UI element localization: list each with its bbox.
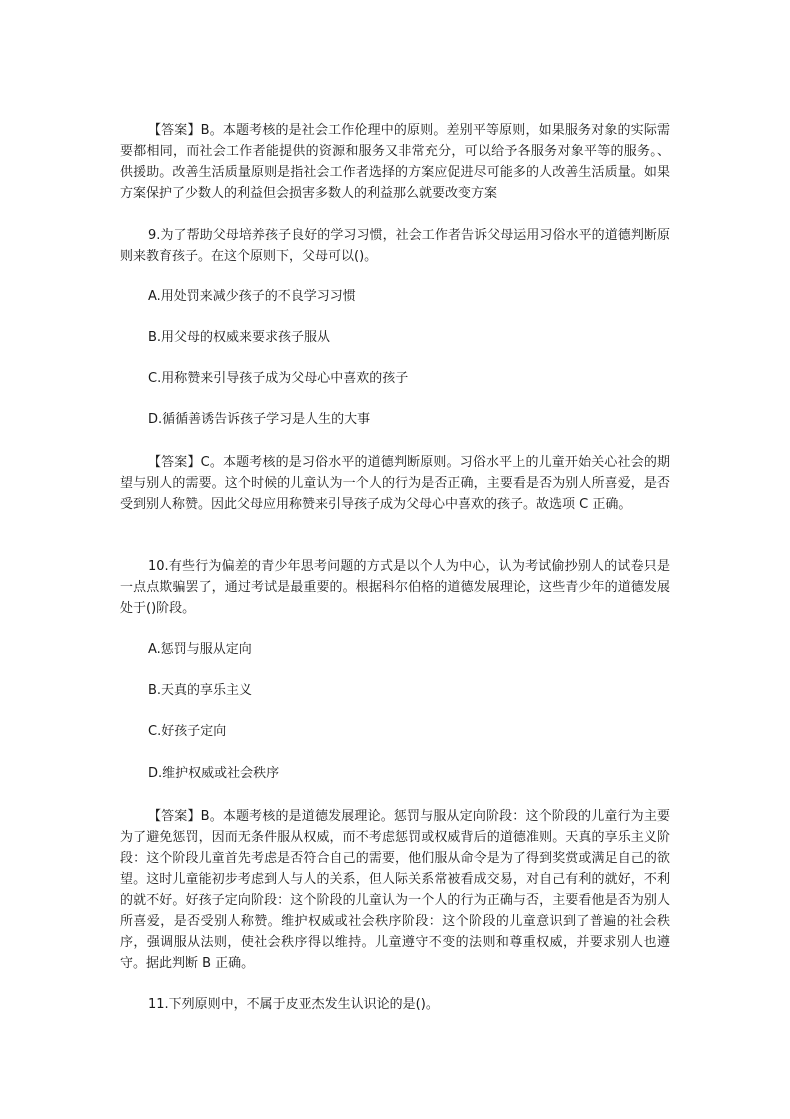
answer-paragraph-8: 【答案】B。本题考核的是社会工作伦理中的原则。差别平等原则，如果服务对象的实际需要都相同，而社会工作者能提供的资源和服务又非常充分，可以给予各服务对象平等的服务。、供援助。改善生活质量原则是指社会工作者选择的方案应促进尽可能多的人改善生活质量。如果方案保护了少数人的利益但会损害多数人的利益那么就要改变方案 — [120, 123, 670, 201]
answer-paragraph-10: 【答案】B。本题考核的是道德发展理论。惩罚与服从定向阶段：这个阶段的儿童行为主要为了避免惩罚，因而无条件服从权威，而不考虑惩罚或权威背后的道德准则。天真的享乐主义阶段：这个阶段儿童首先考虑是否符合自己的需要，他们服从命令是为了得到奖赏或满足自己的欲望。这时儿童能初步考虑到人与人的关系，但人际关系常被看成交易，对自己有利的就好，不利的就不好。好孩子定向阶段：这个阶段的儿童认为一个人的行为正确与否，主要看他是否为别人所喜爱，是否受别人称赞。维护权威或社会秩序阶段：这个阶段的儿童意识到了普遍的社会秩序，强调服从法则，使社会秩序得以维持。儿童遵守不变的法则和尊重权威，并要求别人也遵守。据此判断 B 正确。 — [120, 809, 670, 971]
question-11: 11.下列原则中，不属于皮亚杰发生认识论的是()。 — [148, 997, 439, 1012]
question-9-option-d: D.循循善诱告诉孩子学习是人生的大事 — [148, 412, 371, 427]
question-9-option-c: C.用称赞来引导孩子成为父母心中喜欢的孩子 — [148, 371, 409, 386]
question-10: 10.有些行为偏差的青少年思考问题的方式是以个人为中心，认为考试偷抄别人的试卷只是一点点欺骗罢了，通过考试是最重要的。根据科尔伯格的道德发展理论，这些青少年的道德发展处于()阶段。 — [120, 559, 670, 616]
question-9: 9.为了帮助父母培养孩子良好的学习习惯，社会工作者告诉父母运用习俗水平的道德判断原则来教育孩子。在这个原则下，父母可以()。 — [120, 228, 670, 264]
question-10-option-b: B.天真的享乐主义 — [148, 683, 253, 698]
answer-paragraph-9: 【答案】C。本题考核的是习俗水平的道德判断原则。习俗水平上的儿童开始关心社会的期望与别人的需要。这个时候的儿童认为一个人的行为是否正确，主要看是否为别人所喜爱，是否受到别人称赞。因此父母应用称赞来引导孩子成为父母心中喜欢的孩子。故选项 C 正确。 — [120, 455, 670, 512]
question-9-option-a: A.用处罚来减少孩子的不良学习习惯 — [148, 289, 356, 304]
question-10-option-a: A.惩罚与服从定向 — [148, 642, 252, 657]
question-10-option-c: C.好孩子定向 — [148, 724, 227, 739]
question-10-option-d: D.维护权威或社会秩序 — [148, 766, 280, 781]
question-9-option-b: B.用父母的权威来要求孩子服从 — [148, 330, 331, 345]
